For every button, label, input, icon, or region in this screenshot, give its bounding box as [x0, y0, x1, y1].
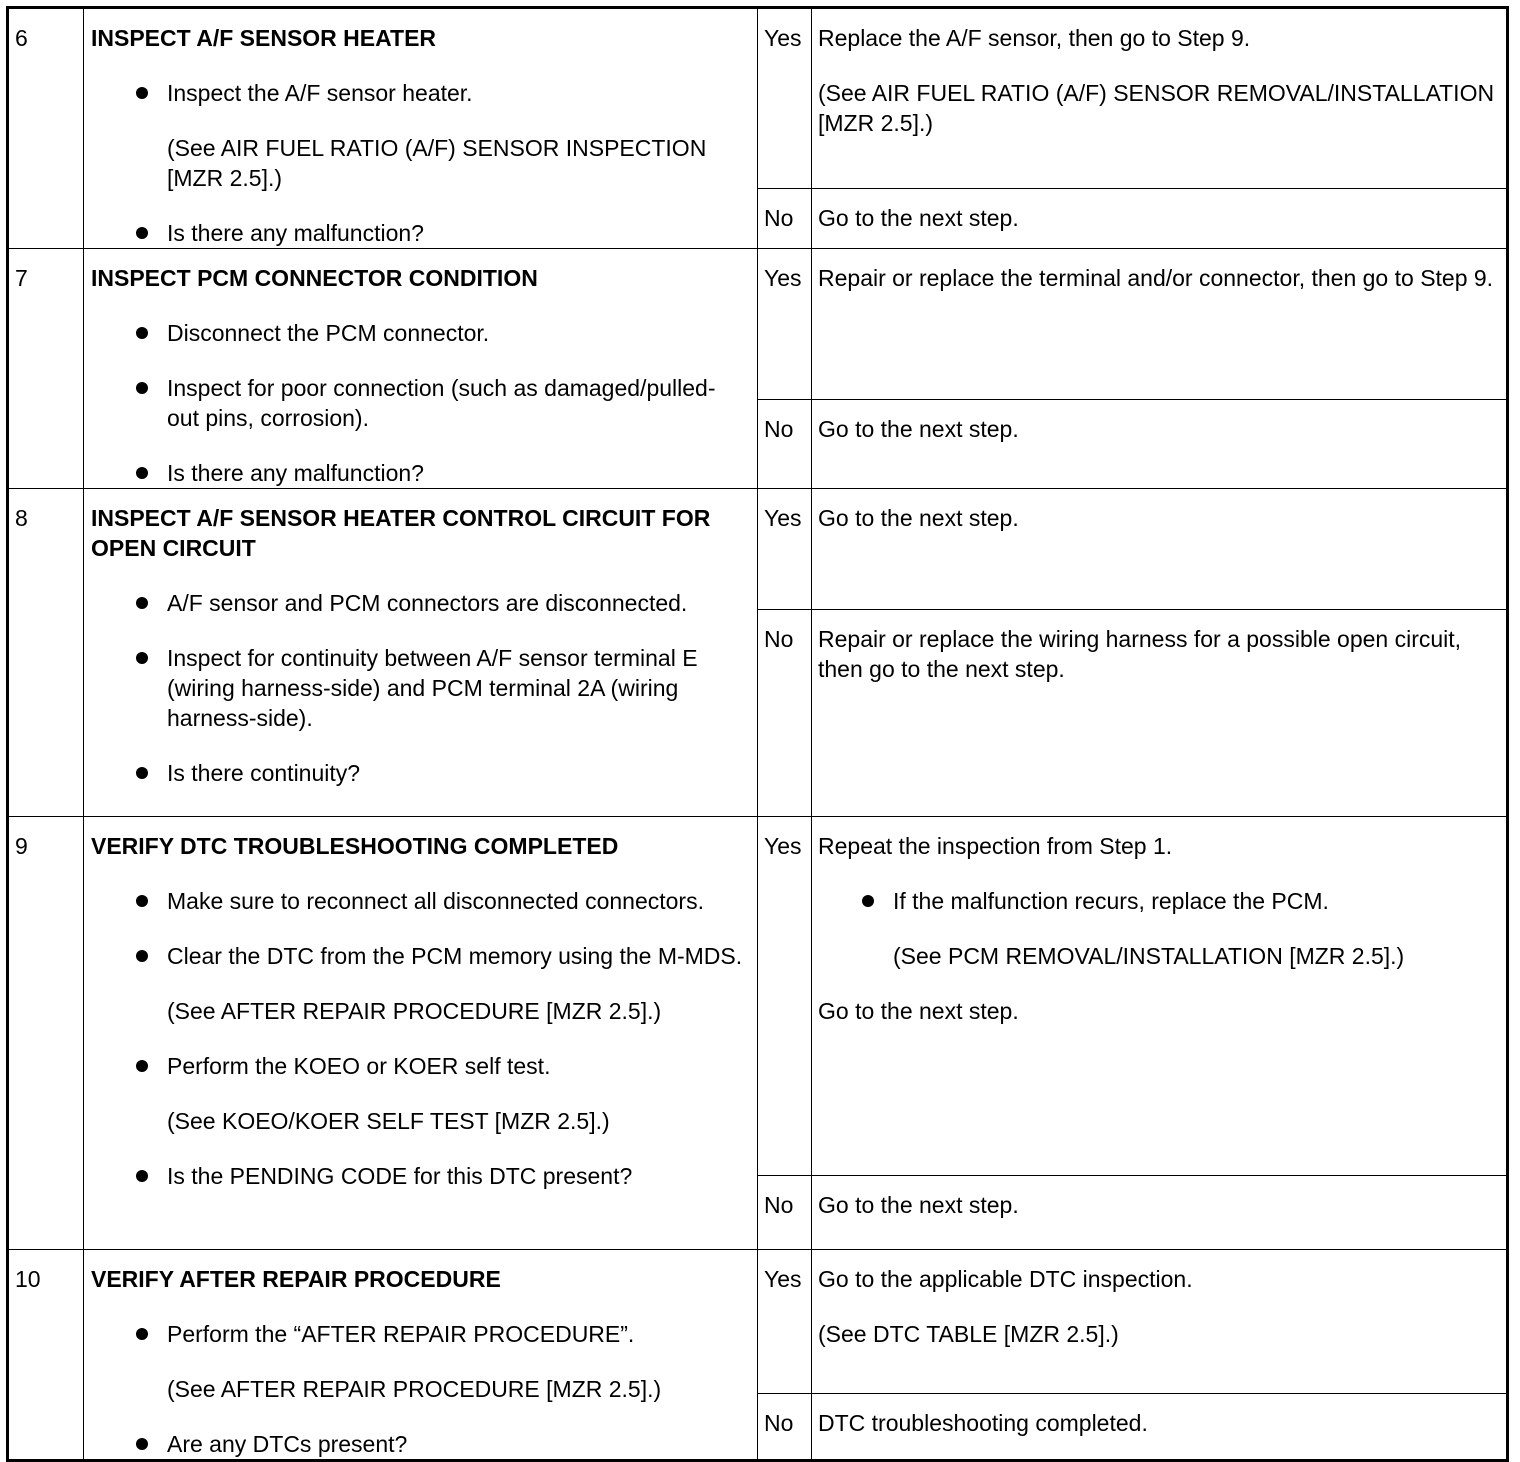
- step-10-description: [84, 1250, 758, 1461]
- action-text: DTC troubleshooting completed.: [818, 1410, 1148, 1436]
- step-title: VERIFY DTC TROUBLESHOOTING COMPLETED: [91, 833, 619, 859]
- yes-action: [812, 1250, 1508, 1394]
- yes-action: [812, 249, 1508, 400]
- bullet-item: Perform the KOEO or KOER self test.: [91, 1051, 747, 1081]
- step-title: INSPECT A/F SENSOR HEATER: [91, 25, 437, 51]
- step-title: INSPECT A/F SENSOR HEATER CONTROL CIRCUIT FOR OPEN CIRCUIT: [91, 505, 711, 561]
- result-yes-label: Yes: [758, 8, 812, 189]
- step-title: VERIFY AFTER REPAIR PROCEDURE: [91, 1266, 501, 1292]
- step-8-yes-row: [8, 489, 1508, 610]
- bullet-question: Is there any malfunction?: [91, 458, 747, 488]
- action-text: Replace the A/F sensor, then go to Step 9.: [818, 25, 1251, 51]
- step-number: 8: [8, 489, 84, 817]
- bullet-item: Perform the “AFTER REPAIR PROCEDURE”.: [91, 1319, 747, 1349]
- action-text: Go to the next step.: [818, 505, 1019, 531]
- reference-text: (See AFTER REPAIR PROCEDURE [MZR 2.5].): [167, 1376, 662, 1402]
- step-6-description: [84, 8, 758, 249]
- step-7-yes-row: [8, 249, 1508, 400]
- bullet-item: Disconnect the PCM connector.: [91, 318, 747, 348]
- reference-text: (See AIR FUEL RATIO (A/F) SENSOR REMOVAL/INSTALLATION [MZR 2.5].): [818, 80, 1495, 136]
- bullet-item: Inspect for continuity between A/F sensor terminal E (wiring harness-side) and PCM terminal 2A (wiring harness-side).: [91, 643, 747, 733]
- reference-text: (See PCM REMOVAL/INSTALLATION [MZR 2.5].): [893, 943, 1405, 969]
- no-action: [812, 189, 1508, 249]
- step-7-description: [84, 249, 758, 489]
- reference-text: (See AFTER REPAIR PROCEDURE [MZR 2.5].): [167, 998, 662, 1024]
- result-no-label: No: [758, 610, 812, 817]
- result-yes-label: Yes: [758, 489, 812, 610]
- action-text: Repair or replace the terminal and/or connector, then go to Step 9.: [818, 265, 1494, 291]
- result-no-label: No: [758, 1394, 812, 1461]
- step-number: 6: [8, 8, 84, 249]
- reference-text: (See AIR FUEL RATIO (A/F) SENSOR INSPECTION [MZR 2.5].): [167, 135, 707, 191]
- step-number: 9: [8, 817, 84, 1250]
- bullet-item: If the malfunction recurs, replace the PCM.: [818, 886, 1498, 916]
- bullet-item: Inspect for poor connection (such as damaged/pulled-out pins, corrosion).: [91, 373, 747, 433]
- step-title: INSPECT PCM CONNECTOR CONDITION: [91, 265, 538, 291]
- result-yes-label: Yes: [758, 817, 812, 1176]
- result-no-label: No: [758, 1176, 812, 1250]
- result-yes-label: Yes: [758, 1250, 812, 1394]
- bullet-item: A/F sensor and PCM connectors are disconnected.: [91, 588, 747, 618]
- action-text: Go to the next step.: [818, 205, 1019, 231]
- yes-action: [812, 489, 1508, 610]
- action-text: Go to the next step.: [818, 998, 1019, 1024]
- bullet-question: Is there any malfunction?: [91, 218, 747, 248]
- bullet-question: Is there continuity?: [91, 758, 747, 788]
- yes-action: [812, 817, 1508, 1176]
- action-text: Go to the next step.: [818, 1192, 1019, 1218]
- no-action: [812, 400, 1508, 489]
- bullet-item: Clear the DTC from the PCM memory using the M-MDS.: [91, 941, 747, 971]
- no-action: [812, 1394, 1508, 1461]
- no-action: [812, 610, 1508, 817]
- step-6-yes-row: [8, 8, 1508, 189]
- step-9-yes-row: [8, 817, 1508, 1176]
- bullet-item: Inspect the A/F sensor heater.: [91, 78, 747, 108]
- bullet-question: Are any DTCs present?: [91, 1429, 747, 1459]
- yes-action: [812, 8, 1508, 189]
- bullet-question: Is the PENDING CODE for this DTC present?: [91, 1161, 747, 1191]
- action-text: Go to the applicable DTC inspection.: [818, 1266, 1193, 1292]
- bullet-item: Make sure to reconnect all disconnected connectors.: [91, 886, 747, 916]
- action-text: Go to the next step.: [818, 416, 1019, 443]
- step-9-description: [84, 817, 758, 1250]
- reference-text: (See DTC TABLE [MZR 2.5].): [818, 1321, 1119, 1347]
- result-yes-label: Yes: [758, 249, 812, 400]
- action-text: Repair or replace the wiring harness for a possible open circuit, then go to the next step.: [818, 626, 1462, 682]
- troubleshooting-table: [6, 6, 1509, 1462]
- step-number: 7: [8, 249, 84, 489]
- result-no-label: No: [758, 400, 812, 489]
- step-10-yes-row: [8, 1250, 1508, 1394]
- result-no-label: No: [758, 189, 812, 249]
- step-number: 10: [8, 1250, 84, 1461]
- step-8-description: [84, 489, 758, 817]
- reference-text: (See KOEO/KOER SELF TEST [MZR 2.5].): [167, 1108, 610, 1134]
- no-action: [812, 1176, 1508, 1250]
- action-text: Repeat the inspection from Step 1.: [818, 833, 1173, 859]
